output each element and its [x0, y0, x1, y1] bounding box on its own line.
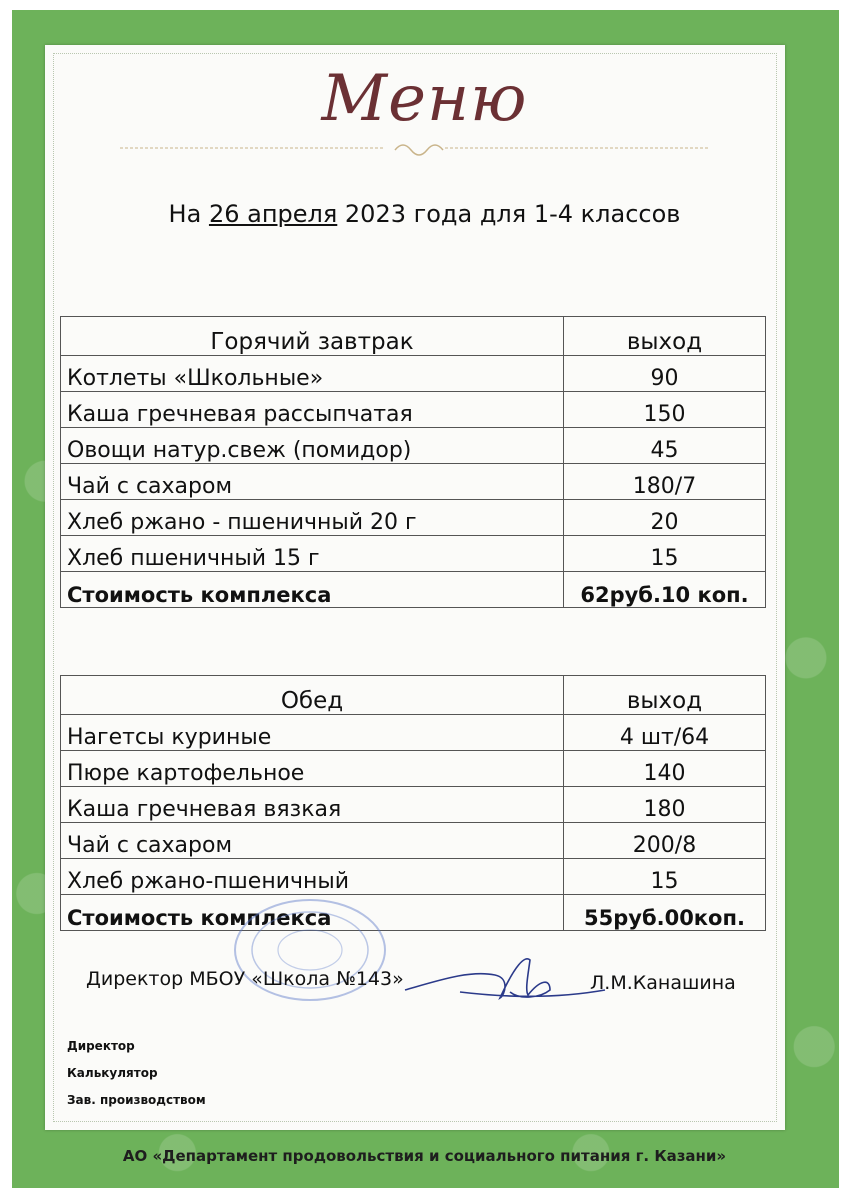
dish-name: Чай с сахаром — [61, 464, 564, 500]
table-row — [61, 787, 766, 823]
table-row — [61, 392, 766, 428]
lunch-header: Обед — [61, 676, 564, 715]
menu-date-subtitle — [0, 200, 849, 228]
dish-name: Хлеб пшеничный 15 г — [61, 536, 564, 572]
dish-name: Хлеб ржано-пшеничный — [61, 859, 564, 895]
dish-yield: 180/7 — [564, 464, 766, 500]
dish-yield: 200/8 — [564, 823, 766, 859]
table-row — [61, 823, 766, 859]
table-row — [61, 464, 766, 500]
ornament-divider — [120, 142, 710, 158]
total-label: Стоимость комплекса — [61, 572, 564, 608]
dish-yield: 4 шт/64 — [564, 715, 766, 751]
lunch-table — [60, 675, 766, 931]
total-price: 62руб.10 коп. — [564, 572, 766, 608]
dish-yield: 150 — [564, 392, 766, 428]
subtitle-suffix: 2023 года для 1-4 классов — [337, 200, 681, 228]
subtitle-prefix: На — [168, 200, 209, 228]
table-header-row — [61, 676, 766, 715]
table-row — [61, 859, 766, 895]
yield-header: выход — [564, 317, 766, 356]
dish-yield: 90 — [564, 356, 766, 392]
table-row — [61, 715, 766, 751]
dish-name: Чай с сахаром — [61, 823, 564, 859]
role-production-head: Зав. производством — [67, 1093, 206, 1107]
breakfast-table — [60, 316, 766, 608]
dish-name: Овощи натур.свеж (помидор) — [61, 428, 564, 464]
dish-yield: 20 — [564, 500, 766, 536]
role-director: Директор — [67, 1039, 135, 1053]
dish-yield: 180 — [564, 787, 766, 823]
dish-name: Пюре картофельное — [61, 751, 564, 787]
dish-yield: 15 — [564, 859, 766, 895]
table-row — [61, 428, 766, 464]
menu-title: Меню — [321, 62, 528, 136]
yield-header: выход — [564, 676, 766, 715]
director-title: Директор МБОУ «Школа №143» — [86, 968, 404, 990]
table-row — [61, 356, 766, 392]
roles-list — [67, 1033, 206, 1114]
table-row — [61, 536, 766, 572]
dish-name: Каша гречневая рассыпчатая — [61, 392, 564, 428]
total-row — [61, 895, 766, 931]
table-header-row — [61, 317, 766, 356]
total-label: Стоимость комплекса — [61, 895, 564, 931]
role-calculator: Калькулятор — [67, 1066, 158, 1080]
breakfast-header: Горячий завтрак — [61, 317, 564, 356]
total-price: 55руб.00коп. — [564, 895, 766, 931]
dish-name: Котлеты «Школьные» — [61, 356, 564, 392]
dish-yield: 15 — [564, 536, 766, 572]
handwritten-signature — [400, 950, 610, 1010]
subtitle-date: 26 апреля — [208, 200, 338, 228]
dish-yield: 140 — [564, 751, 766, 787]
director-name: Л.М.Канашина — [590, 972, 736, 994]
dish-name: Хлеб ржано - пшеничный 20 г — [61, 500, 564, 536]
total-row — [61, 572, 766, 608]
table-row — [61, 500, 766, 536]
table-row — [61, 751, 766, 787]
dish-name: Нагетсы куриные — [61, 715, 564, 751]
dish-yield: 45 — [564, 428, 766, 464]
footer-organization: АО «Департамент продовольствия и социального питания г. Казани» — [122, 1147, 727, 1165]
dish-name: Каша гречневая вязкая — [61, 787, 564, 823]
